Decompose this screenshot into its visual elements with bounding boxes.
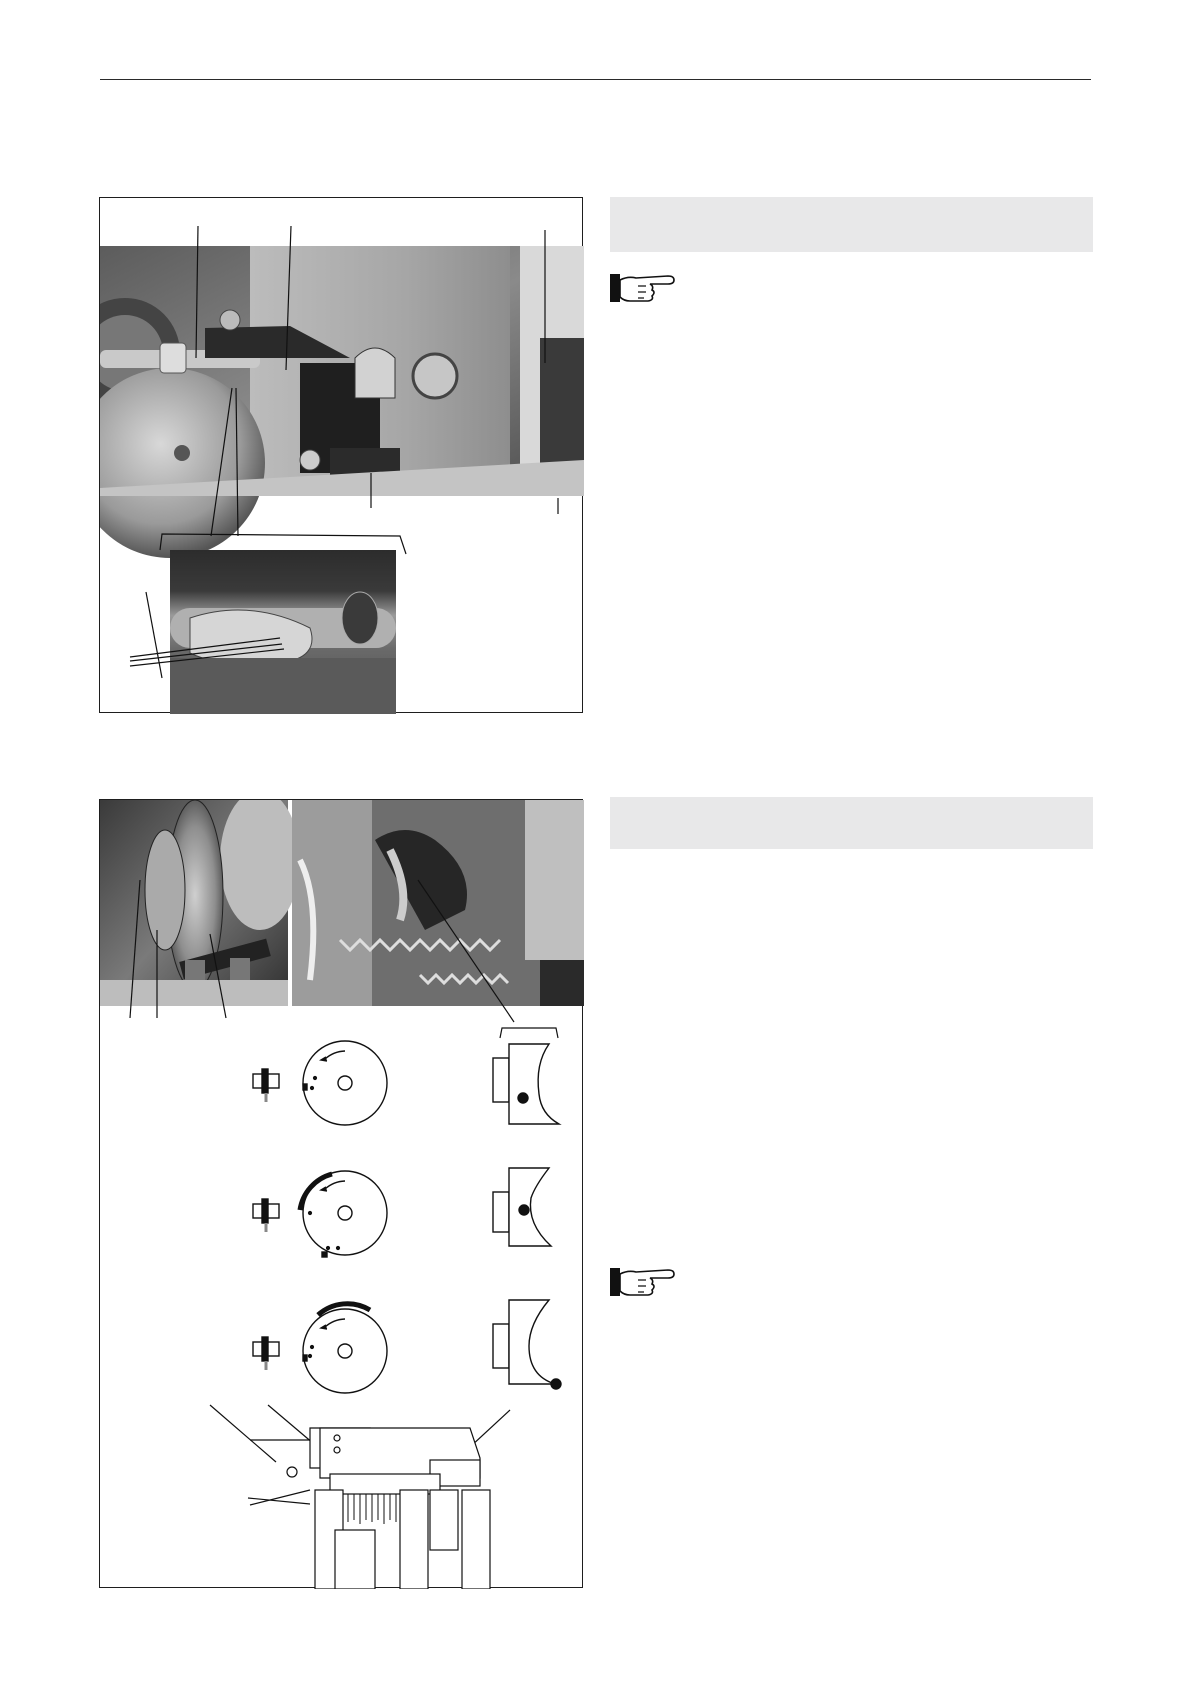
header-rule — [100, 79, 1091, 80]
cam-diagram-2 — [253, 1171, 387, 1257]
latch-profile-1 — [493, 1044, 559, 1124]
spring-mechanism-photo — [292, 800, 584, 1006]
figure-1-frame — [99, 197, 583, 713]
knife-assembly-drawing — [210, 1405, 510, 1589]
cam-disc-photo — [100, 800, 300, 1006]
figure-1-illustration — [100, 198, 584, 714]
pointing-hand-icon — [610, 1262, 680, 1300]
figure-2-frame — [99, 799, 583, 1588]
figure-2-illustration — [100, 800, 584, 1589]
cam-diagram-3 — [253, 1304, 387, 1393]
machine-photo — [100, 246, 584, 558]
section-2-heading-bar — [610, 797, 1093, 849]
magnified-inset-photo — [170, 550, 396, 714]
section-1-heading-bar — [610, 197, 1093, 252]
cam-diagram-1 — [253, 1041, 387, 1125]
latch-profile-2 — [493, 1168, 551, 1246]
latch-profile-3 — [493, 1300, 561, 1389]
pointing-hand-icon — [610, 268, 680, 306]
